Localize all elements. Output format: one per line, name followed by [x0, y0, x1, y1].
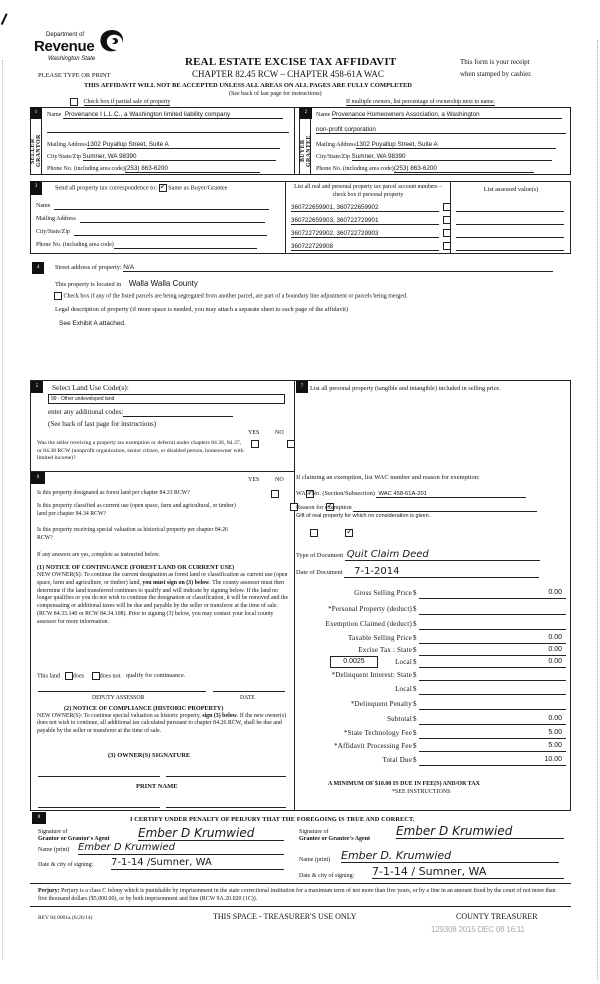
- grantee-signature-field[interactable]: Ember D Krumwied: [396, 824, 564, 839]
- section-6-number: 6: [31, 472, 45, 484]
- grantor-name-row: Name (print): [38, 847, 70, 853]
- pen-mark: [1, 13, 12, 26]
- seller-name-line2[interactable]: [47, 132, 289, 133]
- scan-edge-left: [2, 60, 3, 960]
- corr-phone-row: Phone No. (including area code): [36, 242, 276, 249]
- buyer-address-row: Mailing Address1302 Puyallup Street, Suite A: [316, 141, 566, 149]
- grantee-name-field[interactable]: Ember D. Krumwied: [341, 850, 559, 863]
- personal-property-label: List all personal property (tangible and intangible) included in selling price.: [310, 385, 501, 392]
- street-address-field[interactable]: N/A: [123, 264, 553, 272]
- county-row: This property is located in Walla Walla County: [55, 279, 198, 288]
- parcel-header: List all real and personal property tax parcel account numbers – check box if personal property: [294, 184, 442, 198]
- does-qualify-checkbox[interactable]: [65, 672, 73, 680]
- state-technology-fee-value[interactable]: 5.00: [548, 729, 562, 736]
- corr-city-field[interactable]: [74, 229, 267, 236]
- print-name-line-2[interactable]: [166, 807, 286, 808]
- sec7-right-border: [570, 380, 571, 810]
- delinquent-interest-local-row: Local $: [300, 685, 570, 696]
- affidavit-processing-fee-value[interactable]: 5.00: [548, 742, 562, 749]
- state-technology-fee-row: *State Technology Fee $ 5.00: [300, 729, 570, 740]
- buyer-sidebar: [299, 107, 311, 175]
- doc-type-row: Type of Document Quit Claim Deed: [296, 550, 540, 561]
- deputy-assessor-sig-line[interactable]: [38, 691, 206, 692]
- continuance-row: This land does does not qualify for continuance.: [37, 672, 186, 680]
- deputy-assessor-label: DEPUTY ASSESSOR: [92, 695, 145, 701]
- section-1-number: 1: [30, 107, 42, 119]
- taxable-selling-price-value[interactable]: 0.00: [548, 634, 562, 641]
- parties-divider: [294, 107, 295, 175]
- instructions-note: (See back of last page for instructions): [229, 91, 322, 97]
- excise-tax-state-row: Excise Tax : State $ 0.00: [300, 646, 570, 657]
- notice1-text: NEW OWNER(S): To continue the current designation as forest land or classification as current use (open space, farm and agriculture, or timber) land, you must sign on (3) below. The county assessor must then determine if the land transferred continues to qualify and will indicate by signing below. If the land no longer qualifies or you do not wish to continue the designation or classification, it will be removed and the compensating or additional taxes will be due and payable by the seller or transferor at the time of sale. (RCW 84.33.140 or RCW 84.34.108). Prior to signing (3) below, you may contact your local county assessor for more information.: [37, 572, 289, 625]
- seller-grantor-label: SELLER GRANTOR: [30, 134, 42, 168]
- county-treasurer-label: COUNTY TREASURER: [456, 912, 538, 921]
- treasurer-stamp: 129308 2015 DEC 08 16:11: [431, 925, 525, 934]
- forest-yes-checkbox[interactable]: [271, 490, 279, 498]
- logo-line1: Department of: [46, 32, 85, 38]
- print-name-label: PRINT NAME: [136, 783, 178, 790]
- partial-sale-label: Check box if partial sale of property: [83, 99, 171, 106]
- seller-city-row: City/State/Zip Sumner, WA 98390: [47, 153, 289, 161]
- corr-name-row: Name: [36, 203, 276, 210]
- doc-date-row: Date of Document 7-1-2014: [296, 567, 539, 578]
- land-use-select[interactable]: 99 - Other undeveloped land: [48, 394, 285, 404]
- send-correspondence-row: Send all property tax correspondence to: ✓ Same as Buyer/Grantee: [55, 184, 228, 192]
- perjury-notice: Perjury: Perjury is a class C felony which is punishable by imprisonment in the state correctional institution for a maximum term of not more than five years, or by a fine in an amount fixed by the court of not more than five thousand dollars ($5,000.00), or by both imprisonment and fine (RCW 9A.20.020 (1C)).: [38, 888, 556, 902]
- owner-signature-line-1[interactable]: [38, 776, 160, 777]
- seller-address-field[interactable]: 1302 Puyallup Street, Suite A: [87, 141, 280, 149]
- grantor-date-row: Date & city of signing:: [38, 862, 94, 868]
- parcel-row-1: [291, 203, 451, 212]
- seller-sidebar: [30, 107, 42, 175]
- parcel-row-2: [291, 216, 451, 225]
- notice1-title: (1) NOTICE OF CONTINUANCE (FOREST LAND OR CURRENT USE): [37, 564, 235, 571]
- delinquent-interest-state-row: *Delinquent Interest: State $: [300, 671, 570, 682]
- minimum-due-note: A MINIMUM OF $10.00 IS DUE IN FEE(S) AND/OR TAX: [328, 781, 480, 787]
- scan-edge-right: [597, 40, 598, 980]
- excise-tax-state-value[interactable]: 0.00: [548, 646, 562, 653]
- page-subtitle: CHAPTER 82.45 RCW – CHAPTER 458-61A WAC: [192, 69, 384, 79]
- current-use-question: Is this property classified as current use (open space, farm and agricultural, or timber) land per chapter 84.34 RCW?: [37, 503, 236, 517]
- seller-phone-field[interactable]: (253) 863-6200: [125, 165, 260, 173]
- local-rate-box[interactable]: 0.0025: [330, 656, 378, 668]
- street-address-row: Street address of property: N/A: [55, 264, 570, 272]
- receipt-note-1: This form is your receipt: [460, 58, 530, 66]
- no-header: NO: [275, 430, 284, 436]
- page-title: REAL ESTATE EXCISE TAX AFFIDAVIT: [185, 56, 397, 68]
- corr-address-field[interactable]: [80, 216, 265, 223]
- personal-property-checkbox[interactable]: [443, 203, 451, 211]
- partial-sale-checkbox[interactable]: [70, 98, 78, 106]
- buyer-name-field[interactable]: Provenance Homeowners Association, a Washington: [332, 111, 562, 119]
- exemption-yes-checkbox[interactable]: [251, 440, 259, 448]
- certify-statement: I CERTIFY UNDER PENALTY OF PERJURY THAT THE FOREGOING IS TRUE AND CORRECT.: [130, 816, 415, 823]
- buyer-city-row: City/State/Zip Sumner, WA 98390: [316, 153, 566, 161]
- additional-codes-row: enter any additional codes:: [48, 408, 233, 417]
- sec6-no-header: NO: [275, 477, 284, 483]
- grantor-date-field[interactable]: 7-1-14 /Sumner, WA: [111, 857, 284, 870]
- logo-line3: Washington State: [48, 56, 96, 62]
- seller-name-row: Name Provenance I L.L.C., a Washington limited liability company: [47, 111, 289, 119]
- exemption-claimed-row: Exemption Claimed (deduct) $: [300, 620, 570, 631]
- sec8-top-border: [30, 810, 571, 811]
- grantee-sig-label: Signature of Grantee or Grantee's Agent: [299, 829, 371, 842]
- assessor-date-line[interactable]: [213, 691, 285, 692]
- legal-description-label: Legal description of property (if more space is needed, you may attach a separate sheet to each page of the affidavit): [55, 306, 349, 313]
- historic-question: Is this property receiving special valuation as historical property per chapter 84.26 RCW?: [37, 527, 228, 541]
- gross-selling-price-value[interactable]: 0.00: [548, 589, 562, 596]
- segregated-row: Check box if any of the listed parcels are being segregated from another parcel, are part of a boundary line adjustment or parcels being merged.: [54, 292, 408, 300]
- total-due-value[interactable]: 10.00: [544, 756, 562, 763]
- seller-name-field[interactable]: Provenance I L.L.C., a Washington limited liability company: [63, 111, 283, 119]
- please-type: PLEASE TYPE OR PRINT: [38, 72, 111, 79]
- delinquent-penalty-row: *Delinquent Penalty $: [300, 700, 570, 711]
- parcel-numbers[interactable]: 360722659901, 360722659902: [291, 204, 439, 212]
- grantee-date-field[interactable]: 7-1-14 / Sumner, WA: [372, 865, 564, 879]
- buyer-city-field[interactable]: Sumner, WA 98390: [352, 153, 552, 161]
- wac-number-field[interactable]: WAC 458-61A-201: [376, 491, 526, 498]
- same-as-buyer-checkbox[interactable]: [159, 184, 167, 192]
- see-back-note: (See back of last page for instructions): [48, 420, 157, 428]
- personal-property-checkbox[interactable]: [443, 216, 451, 224]
- parcel-row-4: [291, 242, 451, 251]
- subtotal-value[interactable]: 0.00: [548, 715, 562, 722]
- buyer-name-row: Name Provenance Homeowners Association, a Washington: [316, 111, 566, 119]
- exemption-question: Was the seller receiving a property tax exemption or deferral under chapters 84.36, 84.37, or 84.38 RCW (nonprofit organization, senior citizen, or disabled person, homeowner with limited income)?: [37, 440, 244, 461]
- personal-property-deduct-row: *Personal Property (deduct) $: [300, 605, 570, 616]
- assessed-value-field-1[interactable]: [456, 211, 564, 212]
- taxable-selling-price-row: Taxable Selling Price $ 0.00: [300, 634, 570, 645]
- county-value: Walla Walla County: [128, 279, 198, 288]
- section-5-number: 5: [31, 381, 43, 393]
- partial-sale-row: [70, 98, 170, 106]
- segregated-checkbox[interactable]: [54, 292, 62, 300]
- affidavit-processing-fee-row: *Affidavit Processing Fee $ 5.00: [300, 742, 570, 753]
- corr-phone-field[interactable]: [114, 242, 257, 249]
- yes-header: YES: [248, 430, 260, 436]
- wave-logo-icon: [98, 28, 126, 54]
- subtotal-row: Subtotal $ 0.00: [300, 715, 570, 726]
- grantor-name-field[interactable]: Ember D Krumwied: [78, 842, 284, 855]
- parcel-row-3: [291, 229, 451, 238]
- assessed-value-field-4[interactable]: [456, 250, 564, 251]
- land-use-label: Select Land Use Code(s):: [52, 383, 129, 392]
- treasurer-use-label: THIS SPACE - TREASURER'S USE ONLY: [213, 912, 357, 921]
- notice2-title: (2) NOTICE OF COMPLIANCE (HISTORIC PROPERTY): [64, 705, 224, 712]
- logo-line2: Revenue: [34, 38, 95, 55]
- buyer-phone-field[interactable]: (253) 863-6200: [394, 165, 534, 173]
- personal-property-checkbox[interactable]: [443, 242, 451, 250]
- dor-logo: [34, 22, 134, 66]
- corr-name-field[interactable]: [54, 203, 269, 210]
- sec5-left-border: [30, 380, 31, 810]
- grantor-signature-field[interactable]: Ember D Krumwied: [138, 826, 284, 841]
- see-instructions-note: *SEE INSTRUCTIONS: [392, 789, 451, 795]
- section-2-number: 2: [300, 107, 312, 119]
- doc-type-field[interactable]: Quit Claim Deed: [345, 550, 540, 561]
- sec6-yes-header: YES: [248, 477, 260, 483]
- seller-address-row: Mailing Address1302 Puyallup Street, Suite A: [47, 141, 289, 149]
- historic-yes-checkbox[interactable]: [310, 529, 318, 537]
- corr-city-row: City/State/Zip: [36, 229, 276, 236]
- historic-no-checkbox[interactable]: [345, 529, 353, 537]
- section-8-number: 8: [32, 812, 46, 824]
- form-id: REV 84 0001a (6/26/14): [38, 915, 93, 921]
- print-name-line-1[interactable]: [38, 807, 160, 808]
- grantee-name-row: Name (print): [299, 857, 331, 863]
- buyer-grantee-label: BUYER GRANTEE: [300, 135, 312, 167]
- excise-tax-local-value[interactable]: 0.00: [548, 658, 562, 665]
- assessed-value-field-3[interactable]: [456, 237, 564, 238]
- section-7-number: 7: [296, 381, 308, 393]
- total-due-row: Total Due $ 10.00: [300, 756, 570, 767]
- reason-row: Reason for exemption: [296, 504, 537, 512]
- legal-description-value[interactable]: See Exhibit A attached.: [59, 320, 126, 327]
- exemption-no-checkbox[interactable]: [287, 440, 295, 448]
- assessed-header: List assessed value(s): [483, 186, 539, 193]
- grantee-date-row: Date & city of signing:: [299, 873, 355, 879]
- additional-codes-field[interactable]: [123, 408, 233, 417]
- notice2-text: NEW OWNER(S): To continue special valuation as historic property, sign (3) below. If the new owner(s) does not wish to continue, all additional tax calculated pursuant to chapter 84.26 RCW, shall be due and payable by the seller or transferor at the time of sale.: [37, 713, 287, 734]
- corr-address-row: Mailing Address: [36, 216, 276, 223]
- seller-city-field[interactable]: Sumner, WA 98390: [83, 153, 276, 161]
- parcel-numbers[interactable]: 360722729908: [291, 243, 439, 251]
- sec3-divider-1: [285, 181, 286, 254]
- seller-phone-row: Phone No. (including area code)(253) 863-6200: [47, 165, 289, 173]
- excise-tax-local-row: Local $ 0.00: [300, 658, 570, 669]
- assessor-date-label: DATE: [240, 695, 255, 701]
- receipt-note-2: when stamped by cashier.: [460, 70, 532, 78]
- reason-value[interactable]: Gift of real property for which no consideration is given.: [296, 513, 431, 519]
- personal-property-checkbox[interactable]: [443, 229, 451, 237]
- buyer-address-field[interactable]: 1302 Puyallup Street, Suite A: [356, 141, 556, 149]
- footer-divider: [30, 906, 571, 907]
- grantor-sig-label: Signature of Grantor or Grantor's Agent: [38, 829, 110, 842]
- gross-selling-price-row: Gross Selling Price $ 0.00: [300, 589, 570, 600]
- sec8-bottom-border: [30, 883, 571, 884]
- does-not-qualify-checkbox[interactable]: [92, 672, 100, 680]
- owner-signature-label: (3) OWNER(S) SIGNATURE: [108, 752, 191, 759]
- warning-text: THIS AFFIDAVIT WILL NOT BE ACCEPTED UNLESS ALL AREAS ON ALL PAGES ARE FULLY COMPLETED: [84, 82, 412, 89]
- section-4-number: 4: [32, 262, 44, 274]
- wac-row: WAC No. (Section/Subsection) WAC 458-61A-201: [296, 490, 526, 498]
- exemption-claim-label: If claiming an exemption, list WAC number and reason for exemption:: [296, 474, 480, 481]
- owner-signature-line-2[interactable]: [166, 776, 286, 777]
- buyer-name-line2-row: [316, 126, 566, 134]
- forest-land-question: Is this property designated as forest land per chapter 84.33 RCW?: [37, 490, 190, 496]
- reason-line[interactable]: [353, 504, 537, 512]
- section-3-number: 3: [30, 181, 42, 195]
- if-yes-note: If any answers are yes, complete as instructed below.: [37, 552, 160, 558]
- assessed-value-field-2[interactable]: [456, 224, 564, 225]
- parcel-numbers[interactable]: 360722729902, 360722729903: [291, 230, 439, 238]
- sec5-6-divider: [30, 471, 294, 472]
- doc-date-field[interactable]: 7-1-2014: [344, 567, 539, 578]
- multiple-owners-note: If multiple owners, list percentage of ownership next to name.: [346, 99, 496, 105]
- parcel-numbers[interactable]: 360722659903, 360722729901: [291, 217, 439, 225]
- buyer-phone-row: Phone No. (including area code)(253) 863-6200: [316, 165, 566, 173]
- buyer-name-line2-field[interactable]: non-profit corporation: [316, 126, 566, 134]
